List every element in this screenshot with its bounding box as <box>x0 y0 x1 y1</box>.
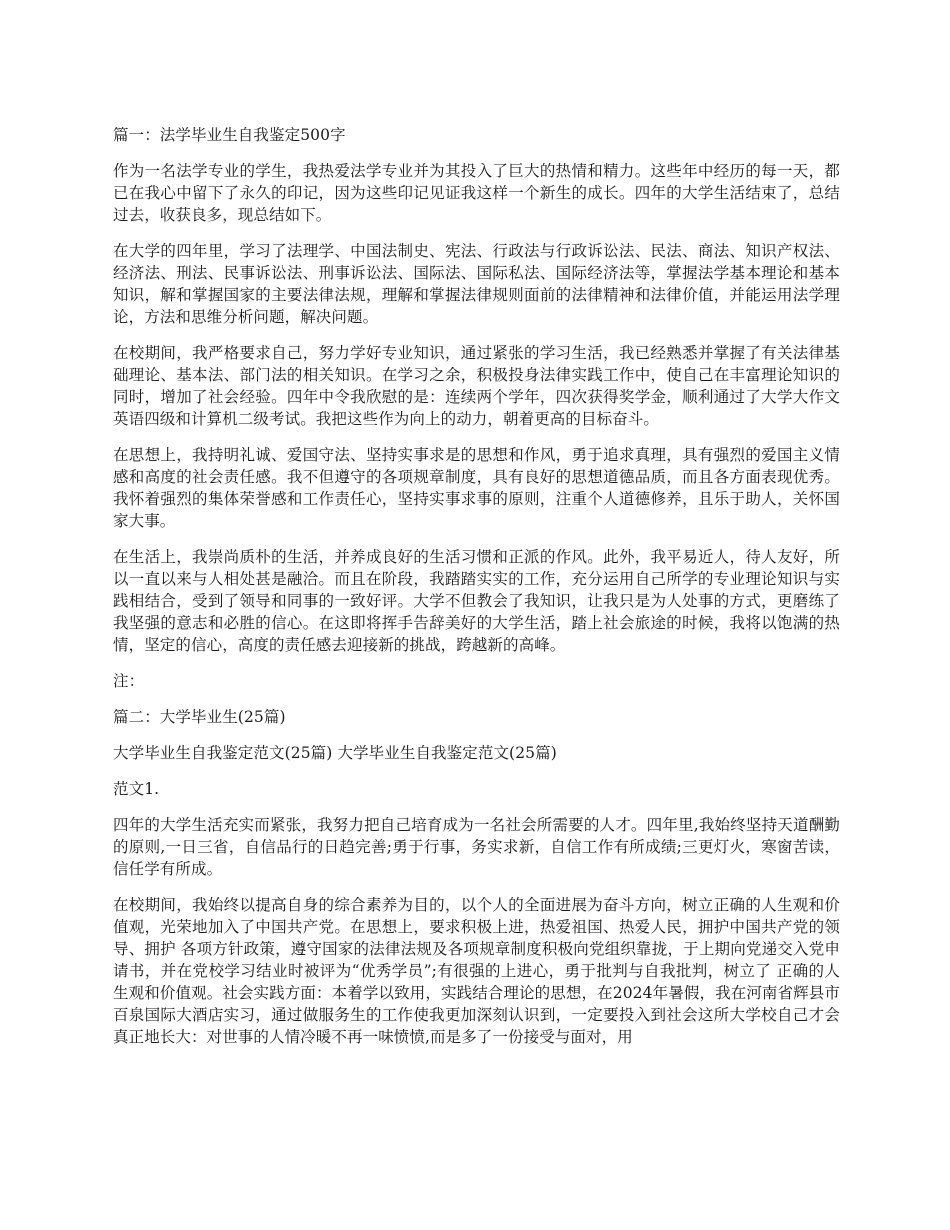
paragraph: 在校期间，我严格要求自己，努力学好专业知识，通过紧张的学习生活，我已经熟悉并掌握了有关法律基础理论、基本法、部门法的相关知识。在学习之余，积极投身法律实践工作中，使自己在丰富理论知识的同时，增加了社会经验。四年中令我欣慰的是：连续两个学年，四次获得奖学金，顺利通过了大学大作文英语四级和计算机二级考试。我把这些作为向上的动力，朝着更高的目标奋斗。 <box>113 344 840 428</box>
paragraph: 在大学的四年里，学习了法理学、中国法制史、宪法、行政法与行政诉讼法、民法、商法、知识产权法、经济法、刑法、民事诉讼法、刑事诉讼法、国际法、国际私法、国际经济法等，掌握法学基本理论和基本知识，解和掌握国家的主要法律法规，理解和掌握法律规则面前的法律精神和法律价值，并能运用法学理论，方法和思维分析问题，解决问题。 <box>113 242 840 326</box>
example-label: 范文1. <box>113 780 160 798</box>
paragraph: 在思想上，我持明礼诚、爱国守法、坚持实事求是的思想和作风，勇于追求真理，具有强烈的爱国主义情感和高度的社会责任感。我不但遵守的各项规章制度，具有良好的思想道德品质，而且各方面表现优秀。我怀着强烈的集体荣誉感和工作责任心，坚持实事求事的原则，注重个人道德修养，且乐于助人，关怀国家大事。 <box>113 446 840 530</box>
paragraph: 在生活上，我崇尚质朴的生活，并养成良好的生活习惯和正派的作风。此外，我平易近人，待人友好，所以一直以来与人相处甚是融洽。而且在阶段，我踏踏实实的工作，充分运用自己所学的专业理论知识与实践相结合，受到了领导和同事的一致好评。大学不但教会了我知识，让我只是为人处事的方式，更磨练了我坚强的意志和必胜的信心。在这即将挥手告辞美好的大学生活，踏上社会旅途的时候，我将以饱满的热情，坚定的信心，高度的责任感去迎接新的挑战，跨越新的高峰。 <box>113 548 840 654</box>
section-heading-2: 篇二：大学毕业生(25篇) <box>113 708 286 726</box>
paragraph: 四年的大学生活充实而紧张，我努力把自己培育成为一名社会所需要的人才。四年里,我始终坚持天道酬勤的原则,一日三省，自信品行的日趋完善;勇于行事，务实求新，自信工作有所成绩;三更灯火，寒窗苦读，信任学有所成。 <box>113 816 840 878</box>
paragraph: 作为一名法学专业的学生，我热爱法学专业并为其投入了巨大的热情和精力。这些年中经历的每一天，都已在我心中留下了永久的印记，因为这些印记见证我这样一个新生的成长。四年的大学生活结束了，总结过去，收获良多，现总结如下。 <box>113 162 840 224</box>
note-label: 注： <box>113 672 145 690</box>
subtitle-line: 大学毕业生自我鉴定范文(25篇) 大学毕业生自我鉴定范文(25篇) <box>113 744 557 762</box>
paragraph: 在校期间，我始终以提高自身的综合素养为目的，以个人的全面进展为奋斗方向，树立正确的人生观和价值观，光荣地加入了中国共产党。在思想上，要求积极上进，热爱祖国、热爱人民，拥护中国共产党的领导、拥护 各项方针政策，遵守国家的法律法规及各项规章制度积极向党组织靠拢，于上期向党递交入党申请书，并在党校学习结业时被评为“优秀学员”;有很强的上进心，勇于批判与自我批判，树立了 正确的人生观和价值观。社会实践方面：本着学以致用，实践结合理论的思想，在2024年暑假，我在河南省辉县市百泉国际大酒店实习，通过做服务生的工作使我更加深刻认识到，一定要投入到社会这所大学校自己才会真正地长大：对世事的人情冷暖不再一味愤愤,而是多了一份接受与面对，用 <box>113 896 840 1046</box>
document-page <box>113 124 840 1062</box>
section-heading-1: 篇一：法学毕业生自我鉴定500字 <box>113 126 346 144</box>
